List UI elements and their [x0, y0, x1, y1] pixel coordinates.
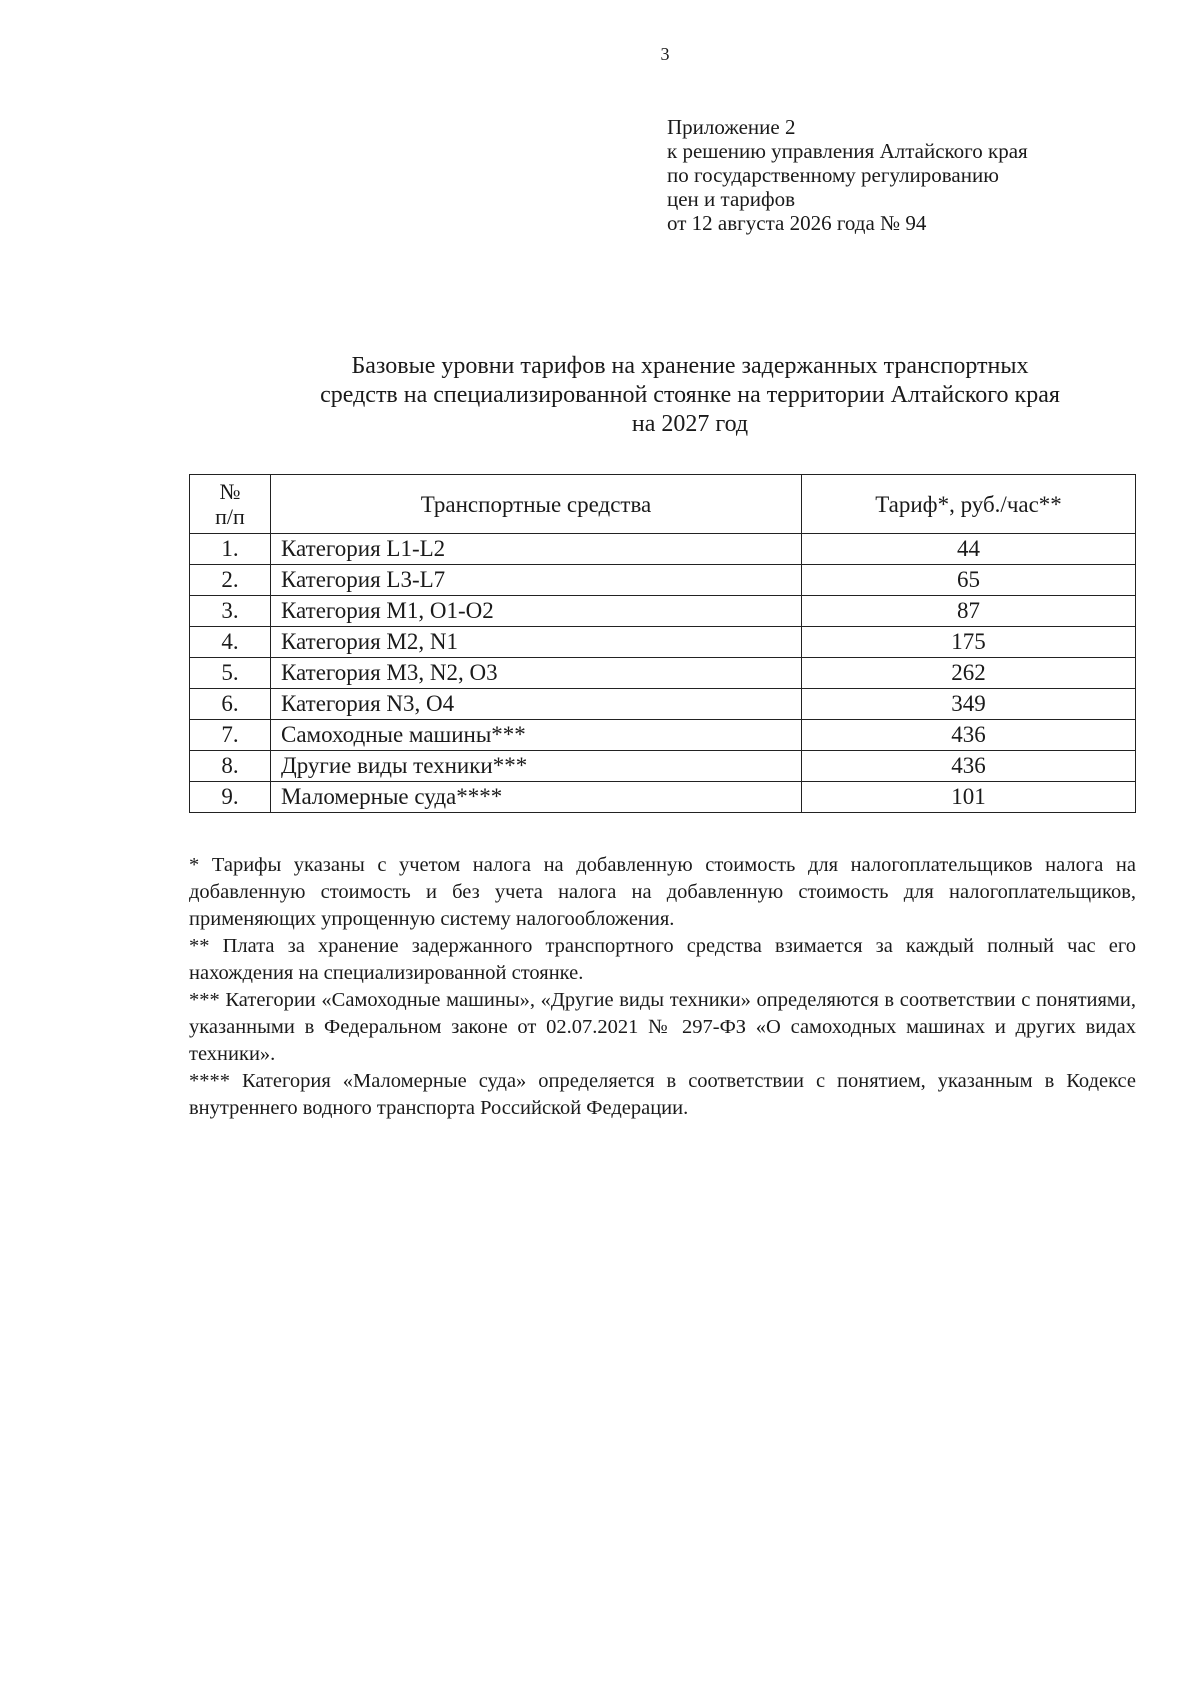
row-tariff: 436	[802, 751, 1136, 782]
row-number: 2.	[190, 565, 271, 596]
row-vehicle: Категория М3, N2, О3	[271, 658, 802, 689]
row-vehicle: Категория L1-L2	[271, 534, 802, 565]
document-title	[190, 352, 1190, 439]
header-vehicle: Транспортные средства	[271, 475, 802, 534]
row-tariff: 175	[802, 627, 1136, 658]
row-tariff: 436	[802, 720, 1136, 751]
footnote: **** Категория «Маломерные суда» определяется в соответствии с понятием, указанным в Кодексе внутреннего водного транспорта Российской Федерации.	[189, 1070, 1136, 1119]
table-row	[190, 658, 1136, 689]
row-number: 8.	[190, 751, 271, 782]
row-number: 3.	[190, 596, 271, 627]
header-tariff: Тариф*, руб./час**	[802, 475, 1136, 534]
row-number: 4.	[190, 627, 271, 658]
appendix-header	[667, 115, 1028, 235]
header-number-line1: №	[219, 479, 241, 504]
row-tariff: 44	[802, 534, 1136, 565]
appendix-line: цен и тарифов	[667, 187, 796, 211]
table-row	[190, 534, 1136, 565]
row-tariff: 65	[802, 565, 1136, 596]
appendix-line: от 12 августа 2026 года № 94	[667, 211, 927, 235]
footnotes	[189, 852, 1136, 1122]
row-tariff: 349	[802, 689, 1136, 720]
footnote: ** Плата за хранение задержанного транспортного средства взимается за каждый полный час его нахождения на специализированной стоянке.	[189, 935, 1136, 984]
row-vehicle: Категория М2, N1	[271, 627, 802, 658]
row-number: 7.	[190, 720, 271, 751]
table-header-row	[190, 475, 1136, 534]
row-number: 1.	[190, 534, 271, 565]
footnote: *** Категории «Самоходные машины», «Другие виды техники» определяются в соответствии с понятиями, указанными в Федеральном законе от 02.07.2021 № 297-ФЗ «О самоходных машинах и других видах техники».	[189, 989, 1136, 1065]
row-number: 5.	[190, 658, 271, 689]
table-row	[190, 565, 1136, 596]
appendix-line: Приложение 2	[667, 115, 796, 139]
appendix-line: к решению управления Алтайского края	[667, 139, 1028, 163]
row-vehicle: Маломерные суда****	[271, 782, 802, 813]
row-tariff: 101	[802, 782, 1136, 813]
footnote: * Тарифы указаны с учетом налога на добавленную стоимость для налогоплательщиков налога на добавленную стоимость и без учета налога на добавленную стоимость для налогоплательщиков, применяющих упрощенную систему налогообложения.	[189, 854, 1136, 930]
appendix-line: по государственному регулированию	[667, 163, 999, 187]
title-line: Базовые уровни тарифов на хранение задержанных транспортных	[351, 353, 1029, 379]
tariff-table	[189, 474, 1136, 813]
header-number-line2: п/п	[215, 504, 245, 529]
header-number	[190, 475, 271, 534]
row-vehicle: Другие виды техники***	[271, 751, 802, 782]
row-tariff: 262	[802, 658, 1136, 689]
table-row	[190, 627, 1136, 658]
row-number: 9.	[190, 782, 271, 813]
row-vehicle: Самоходные машины***	[271, 720, 802, 751]
page-number: 3	[660, 44, 670, 64]
table-row	[190, 782, 1136, 813]
row-number: 6.	[190, 689, 271, 720]
row-vehicle: Категория N3, О4	[271, 689, 802, 720]
row-tariff: 87	[802, 596, 1136, 627]
table-row	[190, 720, 1136, 751]
table-row	[190, 596, 1136, 627]
table-row	[190, 751, 1136, 782]
row-vehicle: Категория М1, О1-О2	[271, 596, 802, 627]
title-line: на 2027 год	[631, 411, 749, 437]
table-row	[190, 689, 1136, 720]
title-line: средств на специализированной стоянке на территории Алтайского края	[320, 382, 1060, 408]
row-vehicle: Категория L3-L7	[271, 565, 802, 596]
